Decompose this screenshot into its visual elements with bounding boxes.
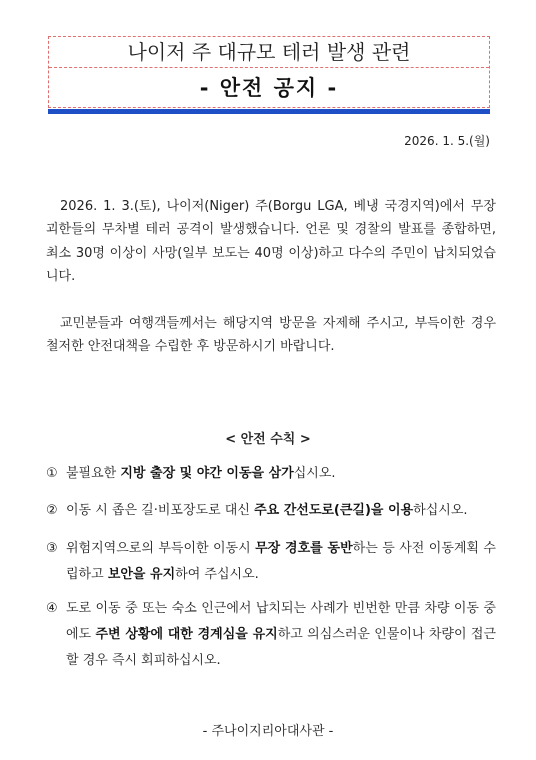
rule-emphasis: 보안을 유지	[107, 567, 176, 582]
rule-emphasis: 주요 간선도로(큰길)을 이용	[254, 503, 414, 518]
rule-text	[46, 596, 496, 674]
safety-rule-2	[46, 498, 496, 524]
title-line2: - 안전 공지 -	[199, 76, 339, 100]
rule-emphasis: 주변 상황에 대한 경계심을 유지	[95, 627, 278, 642]
rule-number: ③	[46, 541, 58, 556]
rule-text-part: 십시오.	[293, 466, 336, 481]
rule-number: ②	[46, 503, 58, 518]
safety-rule-4	[46, 596, 496, 674]
rule-text-part: 불필요한	[66, 466, 121, 481]
title-accent-bar	[48, 109, 490, 114]
title-line1: 나이저 주 대규모 테러 발생 관련	[49, 37, 489, 68]
paragraph-incident: 2026. 1. 3.(토), 나이저(Niger) 주(Borgu LGA, 베냉 국경지역)에서 무장 괴한들의 무차별 테러 공격이 발생했습니다. 언론 및 경찰의 발표를 종합하면, 최소 30명 이상이 사망(일부 보도는 40명 이상)하고 다수의 주민이 납치되었습니다.	[46, 199, 496, 284]
rule-text	[46, 536, 496, 588]
rule-number: ①	[46, 466, 58, 481]
safety-rule-3	[46, 536, 496, 588]
title-box	[48, 36, 490, 108]
rule-text	[46, 461, 496, 487]
rule-text-part: 하여 주십시오.	[175, 567, 259, 582]
safety-rule-1	[46, 461, 496, 487]
rule-text-part: 하십시오.	[413, 503, 468, 518]
rule-text-part: 도로 이동 중 또는 숙소 인근에서 납치되는 사례가 빈번한 만큼 차량 이동 중에도	[66, 601, 496, 642]
embassy-signature: - 주나이지리아대사관 -	[202, 724, 334, 739]
rule-text-part: 하는 등 사전 이동계획 수립하고	[66, 541, 496, 582]
paragraph-advisory: 교민분들과 여행객들께서는 해당지역 방문을 자제해 주시고, 부득이한 경우 철저한 안전대책을 수립한 후 방문하시기 바랍니다.	[46, 316, 496, 355]
rule-text-part: 위험지역으로의 부득이한 이동시	[66, 541, 256, 556]
rule-emphasis: 지방 출장 및 야간 이동을 삼가	[120, 466, 294, 481]
notice-date: 2026. 1. 5.(월)	[404, 134, 490, 148]
rule-text-part: 하고 의심스러운 인물이나 차량이 접근할 경우 즉시 회피하십시오.	[66, 627, 496, 668]
rule-text	[46, 498, 496, 524]
rule-text-part: 이동 시 좁은 길·비포장도로 대신	[66, 503, 255, 518]
rule-number: ④	[46, 601, 58, 616]
safety-rules-heading: < 안전 수칙 >	[225, 432, 311, 447]
rule-emphasis: 무장 경호를 동반	[255, 541, 353, 556]
